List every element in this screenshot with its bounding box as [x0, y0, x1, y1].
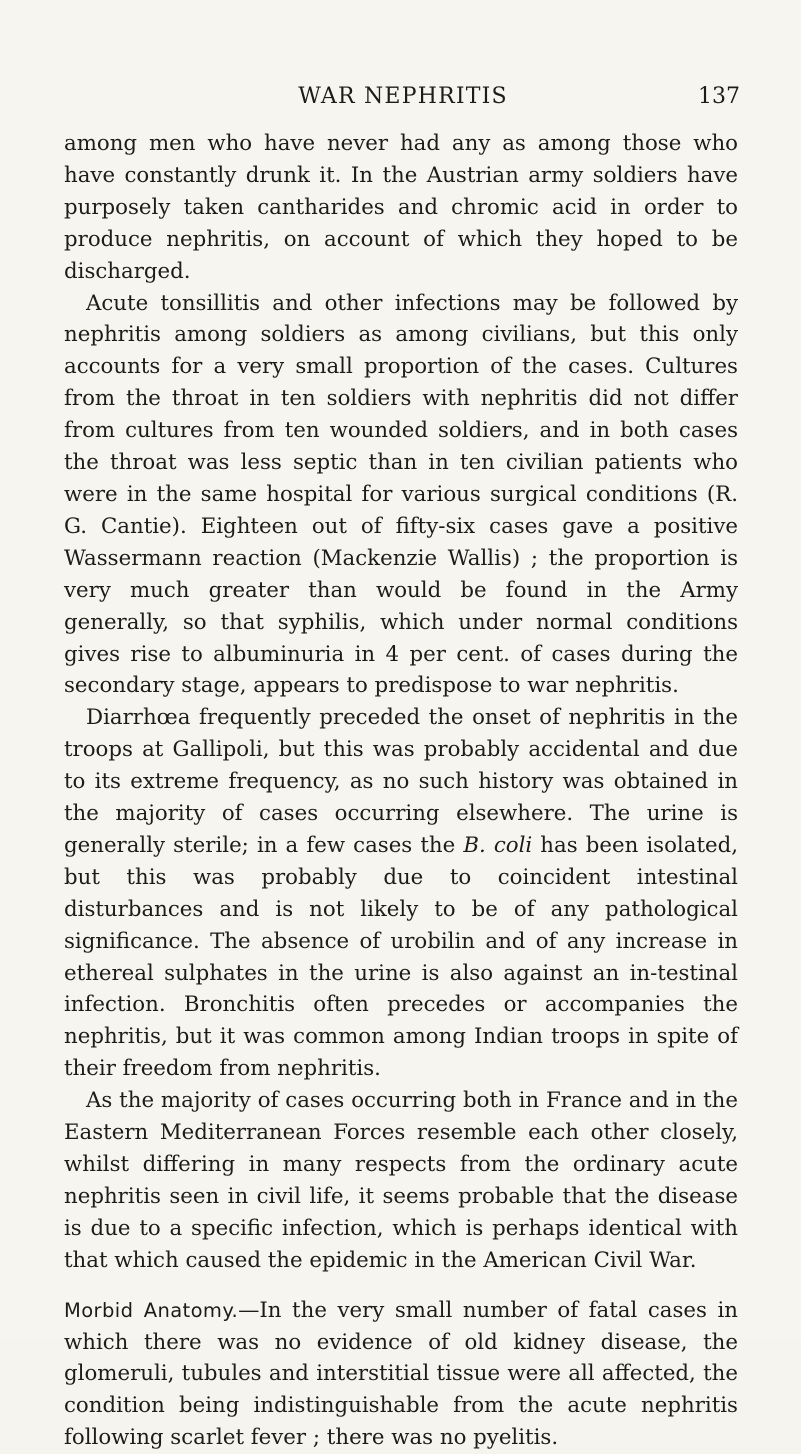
section-heading-morbid-anatomy: Morbid Anatomy. [64, 1298, 239, 1322]
page-number: 137 [698, 84, 740, 109]
paragraph-diarrhoea-text-b: has been isolated, but this was probably due to coincident intestinal disturbances and is not likely to be of any pathological significance. The absence of urobilin and of any increase in ethereal sulphates in the urine is also against an in-testinal infection. Bronchitis often precedes or accompanies the nephritis, but it was common among Indian troops in spite of their freedom from nephritis. [64, 832, 739, 1082]
paragraph-diarrhoea [64, 702, 738, 1085]
paragraph-continued: among men who have never had any as among those who have constantly drunk it. In the Austrian army soldiers have purposely taken cantharides and chromic acid in order to produce nephritis, on account of which they hoped to be discharged. [64, 131, 738, 284]
paragraph-tonsillitis: Acute tonsillitis and other infections may be followed by nephritis among soldiers as among civilians, but this only accounts for a very small proportion of the cases. Cultures from the throat in ten soldiers with nephritis did not differ from cultures from ten wounded soldiers, and in both cases the throat was less septic than in ten civilian patients who were in the same hospital for various surgical conditions (R. G. Cantie). Eighteen out of fifty-six cases gave a positive Wassermann reaction (Mackenzie Wallis) ; the proportion is very much greater than would be found in the Army generally, so that syphilis, which under normal conditions gives rise to albuminuria in 4 per cent. of cases during the secondary stage, appears to predispose to war nephritis. [64, 290, 738, 699]
b-coli-italic: B. coli [463, 832, 533, 858]
morbid-anatomy-text: —In the very small number of fatal cases in which there was no evidence of old kidney disease, the glomeruli, tubules and interstitial tissue were all affected, the condition being indistinguishable from the acute nephritis following scarlet fever ; there was no pyelitis. [64, 1297, 738, 1451]
running-head [68, 84, 738, 114]
paragraph-diarrhoea-text-a: Diarrhœa frequently preceded the onset of nephritis in the troops at Gallipoli, but this was probably accidental and due to its extreme frequency, as no such history was obtained in the majority of cases occurring elsewhere. The urine is generally sterile; in a few cases the [64, 705, 738, 858]
running-title: WAR NEPHRITIS [298, 84, 508, 109]
body-text [64, 128, 738, 1454]
paragraph-specific-infection: As the majority of cases occurring both in France and in the Eastern Mediterranean Forces resemble each other closely, whilst differing in many respects from the ordinary acute nephritis seen in civil life, it seems probable that the disease is due to a specific infection, which is perhaps identical with that which caused the epidemic in the American Civil War. [64, 1088, 738, 1273]
paragraph-morbid-anatomy [64, 1295, 738, 1454]
